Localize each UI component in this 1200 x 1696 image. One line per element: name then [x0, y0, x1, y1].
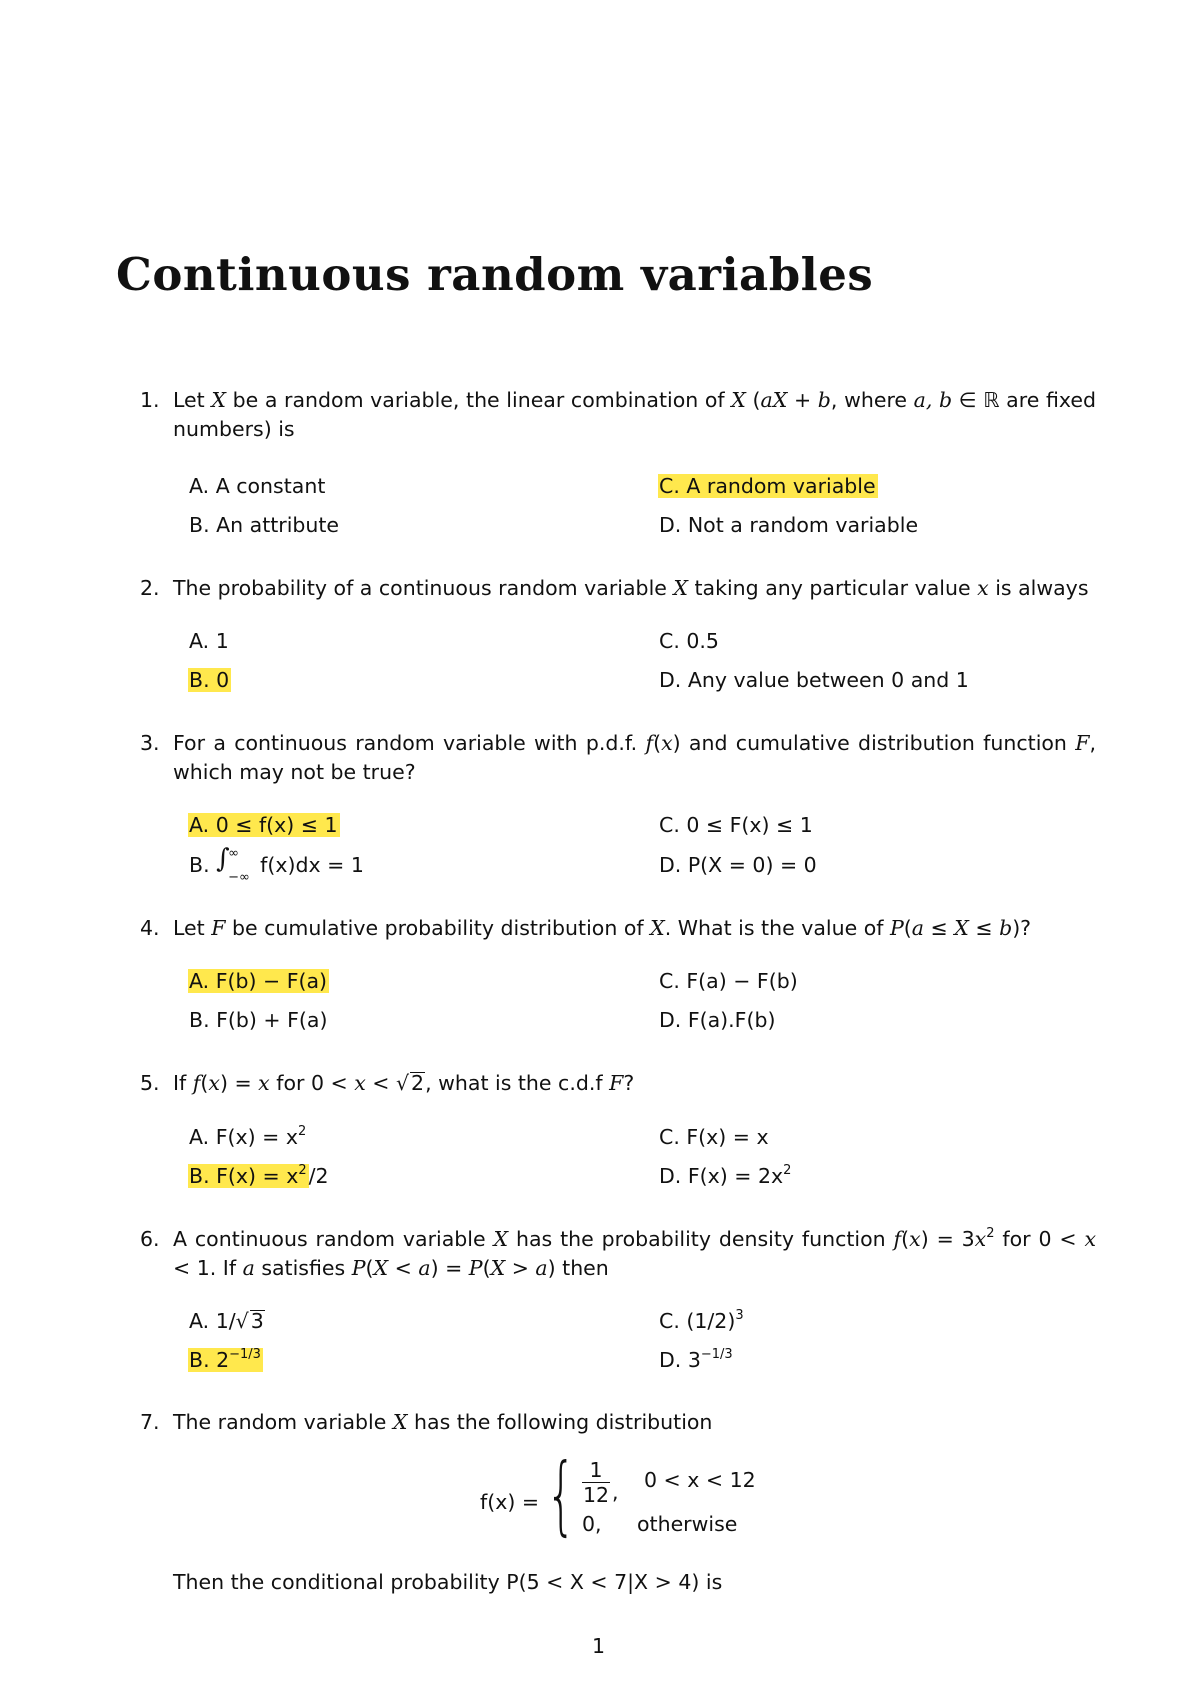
- q2-option-c[interactable]: C. 0.5: [659, 629, 719, 653]
- case-1-condition: 0 < x < 12: [644, 1468, 756, 1492]
- answer-highlight: A. 0 ≤ f(x) ≤ 1: [189, 813, 338, 837]
- question-5: [140, 1069, 1096, 1098]
- page-number: 1: [592, 1634, 606, 1658]
- q4-option-a[interactable]: [189, 966, 329, 996]
- piecewise-function: f(x) = { $\frac{1}{12}$ , 0 < x < 12 0, otherwise: [480, 1445, 756, 1545]
- question-number: 4.: [140, 916, 160, 940]
- question-text: The probability of a continuous random variable X taking any particular value x is always: [173, 576, 1089, 600]
- question-number: 3.: [140, 731, 160, 755]
- q6-option-a[interactable]: A. 1/√3: [189, 1309, 264, 1333]
- question-number: 2.: [140, 576, 160, 600]
- q4-option-b[interactable]: B. F(b) + F(a): [189, 1008, 328, 1032]
- question-7: [140, 1408, 1096, 1437]
- answer-highlight: B. 0: [189, 668, 230, 692]
- question-4: [140, 914, 1096, 943]
- q5-option-c[interactable]: C. F(x) = x: [659, 1125, 769, 1149]
- q4-option-d[interactable]: D. F(a).F(b): [659, 1008, 776, 1032]
- question-text: For a continuous random variable with p.d.f. f(x) and cumulative distribution function F, which may not be true?: [173, 731, 1096, 784]
- answer-highlight: A. F(b) − F(a): [189, 969, 328, 993]
- q6-option-c[interactable]: C. $(1/2)^3$: [659, 1308, 744, 1333]
- question-1: [140, 386, 1096, 444]
- q1-option-a[interactable]: A. A constant: [189, 474, 326, 498]
- question-6: [140, 1225, 1096, 1283]
- q2-option-a[interactable]: A. 1: [189, 629, 229, 653]
- q3-option-c[interactable]: C. 0 ≤ F(x) ≤ 1: [659, 813, 813, 837]
- q1-option-c[interactable]: [659, 471, 878, 501]
- question-number: 1.: [140, 388, 160, 412]
- q3-option-d[interactable]: D. P(X = 0) = 0: [659, 853, 817, 877]
- answer-highlight: C. A random variable: [659, 474, 876, 498]
- q1-option-d[interactable]: D. Not a random variable: [659, 513, 919, 537]
- piecewise-lhs: f(x) =: [480, 1490, 540, 1514]
- question-3: [140, 729, 1096, 787]
- question-number: 6.: [140, 1227, 160, 1251]
- question-text: The random variable X has the following distribution: [173, 1410, 713, 1434]
- q6-option-d[interactable]: D. $3^{-1/3}$: [659, 1347, 733, 1372]
- question-text: If f(x) = x for 0 < x < √2, what is the c.d.f F?: [173, 1071, 635, 1095]
- q3-option-a[interactable]: [189, 810, 340, 840]
- q2-option-d[interactable]: D. Any value between 0 and 1: [659, 668, 969, 692]
- question-text: Let X be a random variable, the linear combination of X (aX + b, where a, b ∈ ℝ are fixed numbers) is: [173, 388, 1096, 441]
- question-number: 5.: [140, 1071, 160, 1095]
- case-2-condition: otherwise: [637, 1512, 738, 1536]
- q6-option-b[interactable]: [189, 1345, 263, 1375]
- question-2: [140, 574, 1096, 603]
- case-2-value: 0,: [582, 1512, 602, 1536]
- q1-option-b[interactable]: B. An attribute: [189, 513, 340, 537]
- answer-highlight: B. $F(x) = x^2$: [189, 1163, 307, 1188]
- fraction: $\frac{1}{12}$: [582, 1458, 610, 1507]
- question-number: 7.: [140, 1410, 160, 1434]
- q2-option-b[interactable]: [189, 665, 231, 695]
- question-text: Let F be cumulative probability distribution of X. What is the value of P(a ≤ X ≤ b)?: [173, 916, 1032, 940]
- q4-option-c[interactable]: C. F(a) − F(b): [659, 969, 798, 993]
- question-7-followup: Then the conditional probability P(5 < X < 7|X > 4) is: [173, 1570, 723, 1594]
- question-text: A continuous random variable X has the probability density function $f(x) = 3x^2$ for 0 < x < 1. If a satisfies P(X < a) = P(X > a) then: [173, 1226, 1096, 1280]
- integral-sign: ∫ ∞ −∞: [216, 844, 250, 885]
- q5-option-b[interactable]: B. $F(x) = x^2/2$: [189, 1163, 329, 1188]
- left-brace: {: [546, 1445, 577, 1545]
- q5-option-d[interactable]: D. $F(x) = 2x^2$: [659, 1163, 792, 1188]
- page-title: Continuous random variables: [116, 248, 874, 301]
- q5-option-a[interactable]: A. $F(x) = x^2$: [189, 1124, 307, 1149]
- q3-option-b[interactable]: B. ∫ ∞ −∞ f(x)dx = 1: [189, 844, 364, 885]
- answer-highlight: B. $2^{-1/3}$: [189, 1347, 261, 1372]
